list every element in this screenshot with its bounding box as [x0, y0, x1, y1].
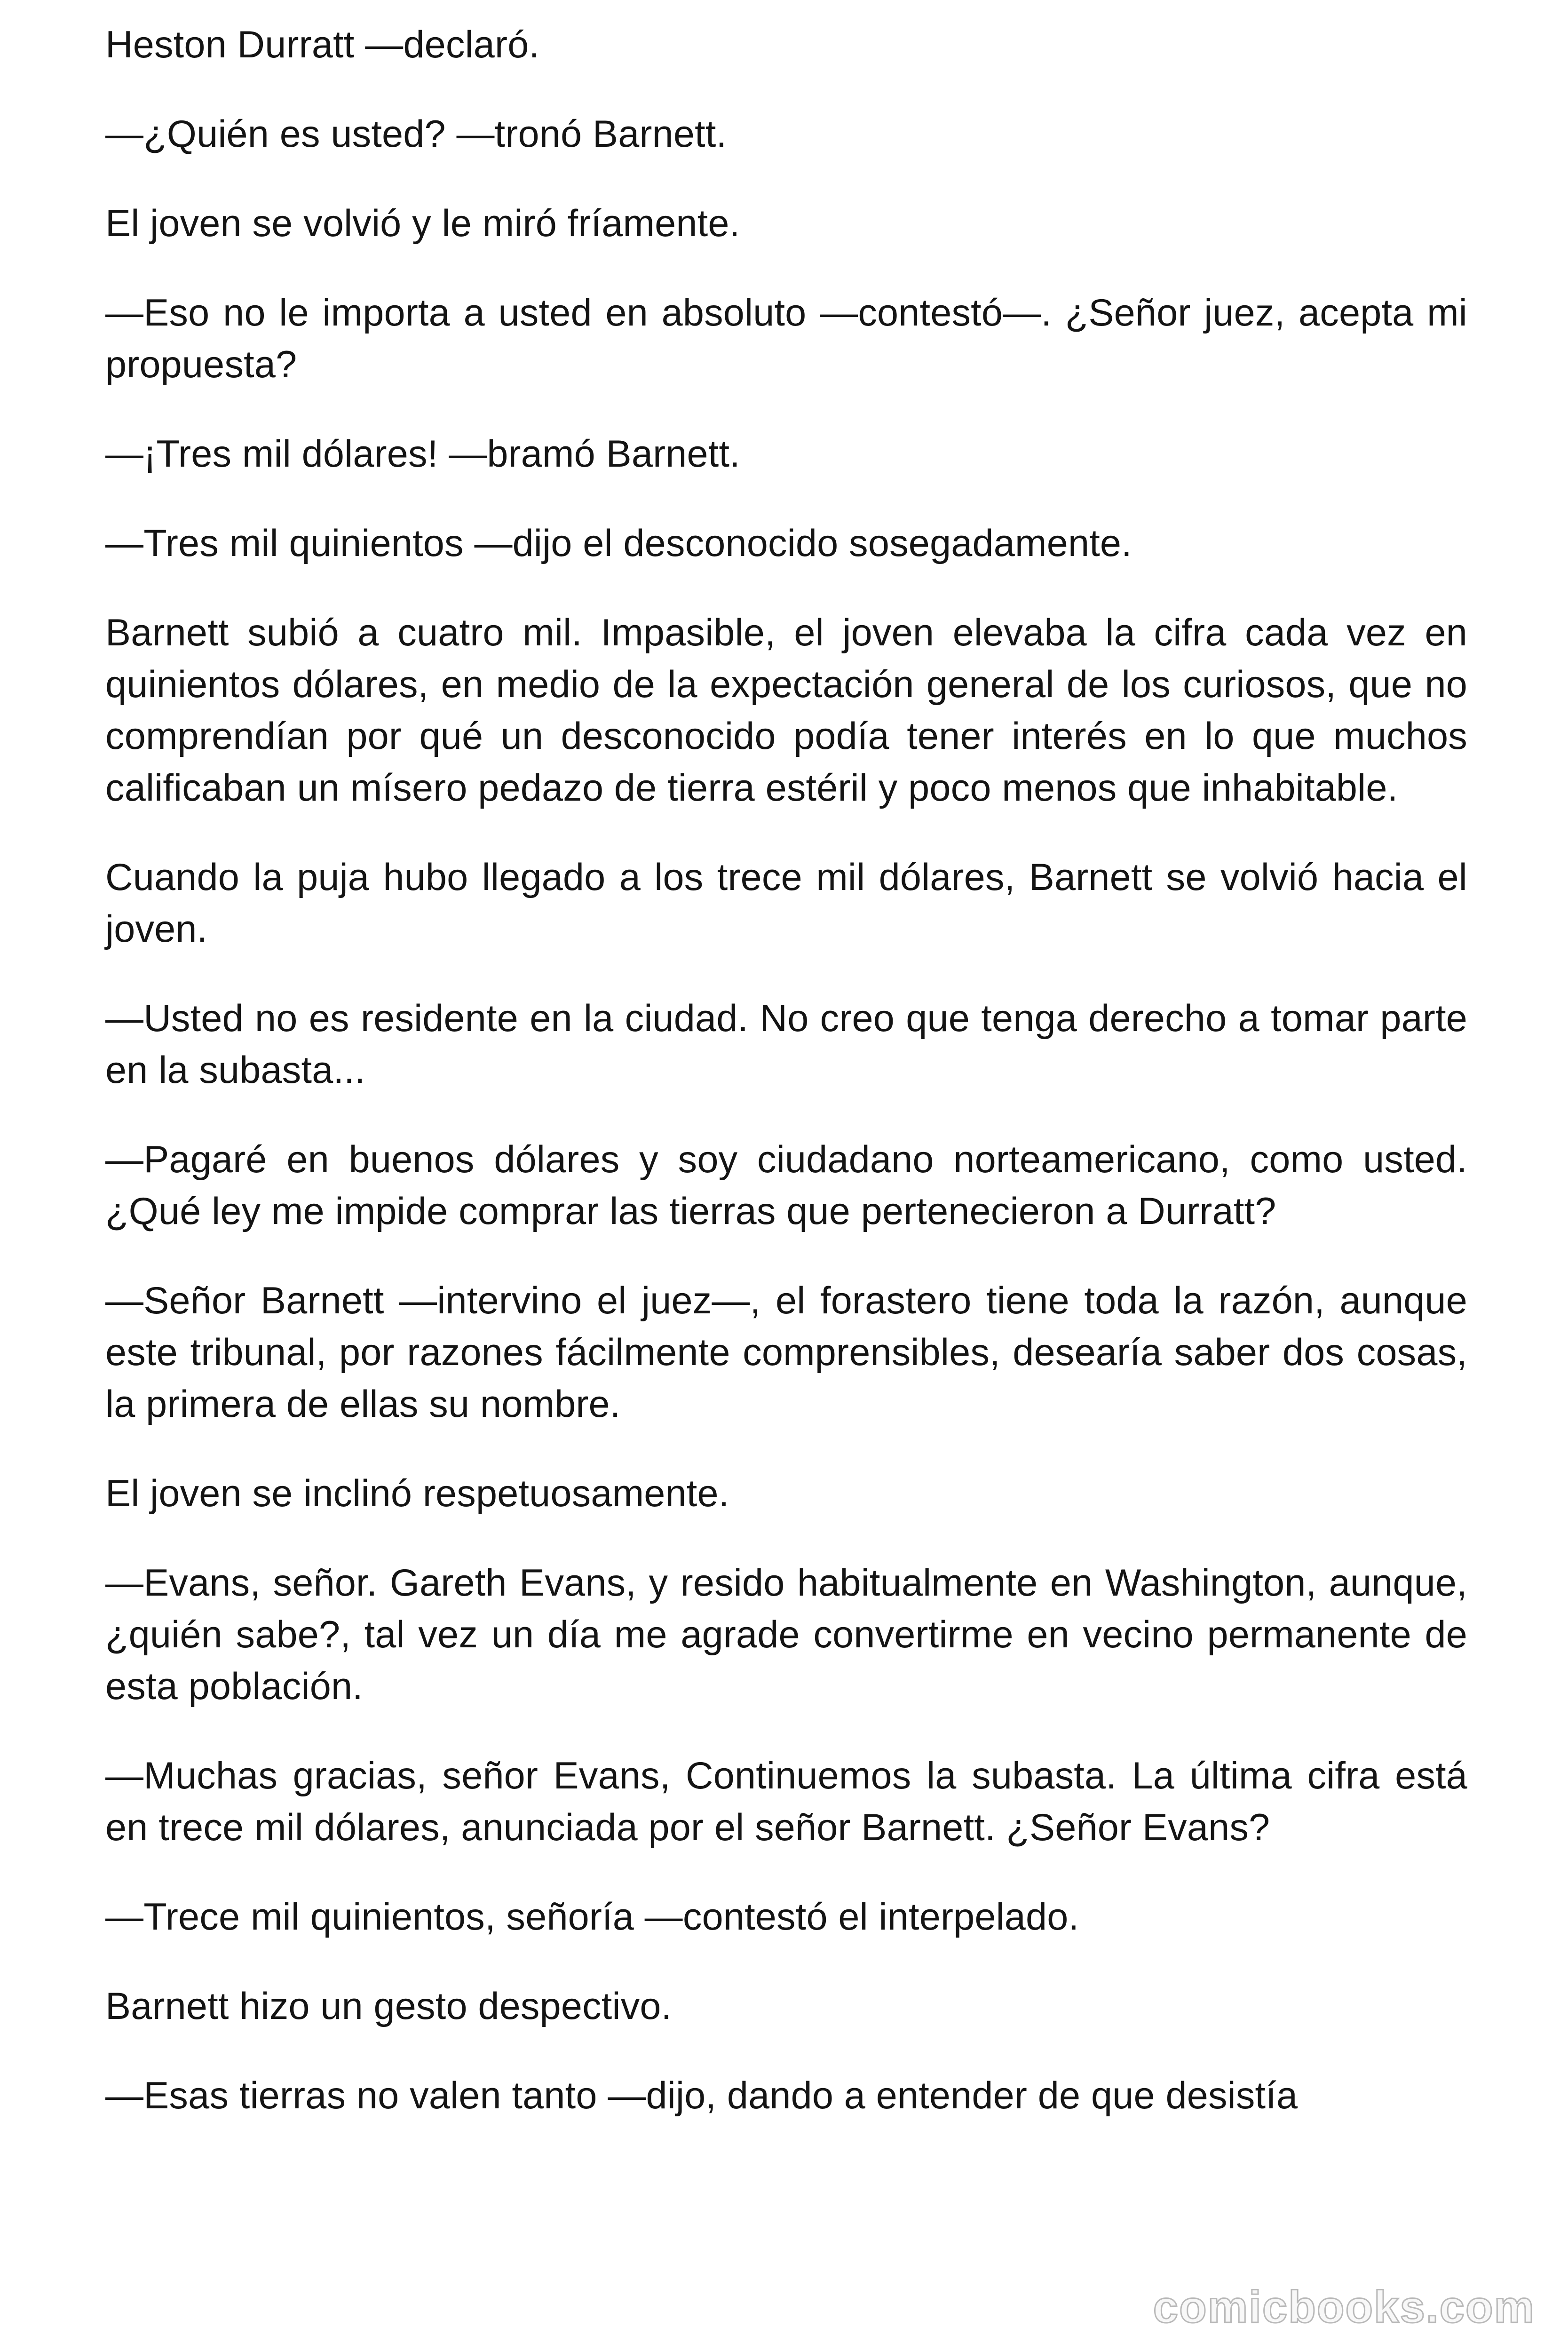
- paragraph: Heston Durratt —declaró.: [105, 24, 540, 66]
- paragraph-last: —Esas tierras no valen tanto —dijo, dando a entender de que desistía: [105, 2074, 1298, 2117]
- paragraph: Barnett subió a cuatro mil. Impasible, el joven elevaba la cifra cada vez en quinientos dólares, en medio de la expectación general de los curiosos, que no comprendían por qué un desconocido podía tener interés en lo que muchos calificaban un mísero pedazo de tierra estéril y poco menos que inhabitable.: [105, 612, 1467, 809]
- book-page: [105, 19, 1467, 2159]
- paragraph: —Pagaré en buenos dólares y soy ciudadano norteamericano, como usted. ¿Qué ley me impide comprar las tierras que pertenecieron a Durratt?: [105, 1138, 1467, 1232]
- paragraph: —Usted no es residente en la ciudad. No creo que tenga derecho a tomar parte en la subasta...: [105, 997, 1467, 1091]
- paragraph: Barnett hizo un gesto despectivo.: [105, 1985, 672, 2027]
- paragraph: —Eso no le importa a usted en absoluto —contestó—. ¿Señor juez, acepta mi propuesta?: [105, 292, 1467, 386]
- watermark-logo: comicbooks.com: [1153, 2282, 1535, 2332]
- paragraph: —¡Tres mil dólares! —bramó Barnett.: [105, 433, 740, 475]
- paragraph: —Evans, señor. Gareth Evans, y resido habitualmente en Washington, aunque, ¿quién sabe?, tal vez un día me agrade convertirme en vecino permanente de esta población.: [105, 1562, 1467, 1708]
- paragraph: El joven se inclinó respetuosamente.: [105, 1472, 729, 1515]
- paragraph: —Señor Barnett —intervino el juez—, el forastero tiene toda la razón, aunque este tribunal, por razones fácilmente comprensibles, desearía saber dos cosas, la primera de ellas su nombre.: [105, 1279, 1467, 1425]
- paragraph: Cuando la puja hubo llegado a los trece mil dólares, Barnett se volvió hacia el joven.: [105, 856, 1467, 950]
- paragraph: —Trece mil quinientos, señoría —contestó el interpelado.: [105, 1896, 1079, 1938]
- paragraph: El joven se volvió y le miró fríamente.: [105, 202, 740, 245]
- paragraph: —Muchas gracias, señor Evans, Continuemos la subasta. La última cifra está en trece mil dólares, anunciada por el señor Barnett. ¿Señor Evans?: [105, 1755, 1467, 1849]
- paragraph: —Tres mil quinientos —dijo el desconocido sosegadamente.: [105, 522, 1132, 564]
- paragraph: —¿Quién es usted? —tronó Barnett.: [105, 113, 727, 155]
